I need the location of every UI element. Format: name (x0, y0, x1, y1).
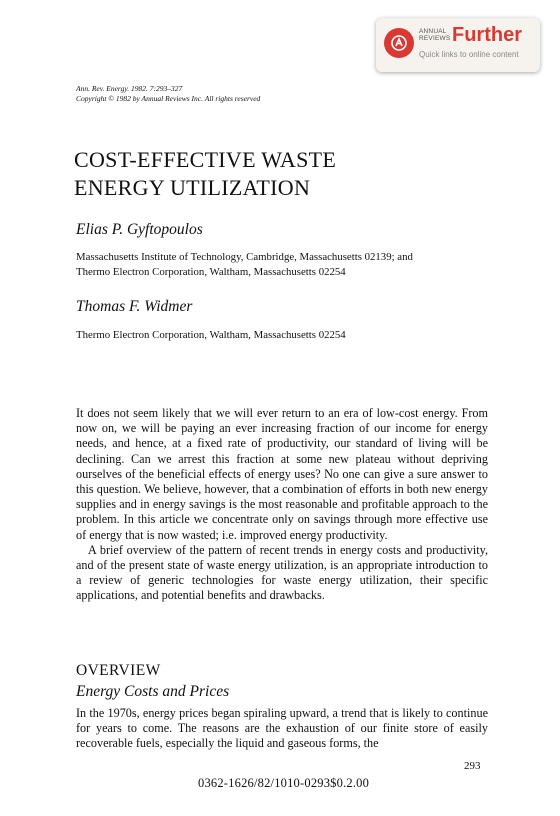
overview-paragraph: In the 1970s, energy prices began spiraling upward, a trend that is likely to continue for years to come. The reasons are the exhaustion of our finite store of easily recoverable fuels, especially the liquid and gaseous forms, the (76, 706, 488, 751)
badge-further-label[interactable]: Further (452, 24, 522, 46)
annual-reviews-logo-icon (384, 28, 414, 58)
citation-line-2: Copyright © 1982 by Annual Reviews Inc. All rights reserved (76, 94, 261, 103)
page-number: 293 (464, 760, 481, 772)
title-line-1: COST-EFFECTIVE WASTE (74, 147, 337, 172)
intro-paragraph-1: It does not seem likely that we will ever return to an era of low-cost energy. From now on, we will be paying an ever increasing fraction of our income for energy needs, and hence, at a fixed rate of productivity, our standard of living will be declining. Can we arrest this fraction at some new plateau without depriving ourselves of the beneficial effects of energy uses? No one can give a sure answer to this question. We believe, however, that a combination of efforts in both new energy supplies and in energy savings is the most reasonable and profitable approach to the problem. In this article we concentrate only on savings through more effective use of energy that is now wasted; i.e. improved energy productivity. (76, 406, 488, 542)
overview-text (76, 706, 488, 752)
article-code: 0362-1626/82/1010-0293$0.2.00 (198, 776, 370, 790)
article-title (74, 146, 336, 202)
badge-tagline: Quick links to online content (419, 50, 519, 59)
author-affiliation-2: Thermo Electron Corporation, Waltham, Massachusetts 02254 (76, 329, 346, 341)
section-heading: OVERVIEW (76, 662, 161, 679)
title-line-2: ENERGY UTILIZATION (74, 175, 311, 200)
intro-paragraph-2: A brief overview of the pattern of recent trends in energy costs and productivity, and of the present state of waste energy utilization, is an appropriate introduction to a review of generic technologies for waste energy utilization, their specific applications, and potential benefits and drawbacks. (76, 542, 488, 603)
author-name-1: Elias P. Gyftopoulos (76, 221, 203, 238)
subsection-heading: Energy Costs and Prices (76, 683, 230, 700)
citation-line-1: Ann. Rev. Energy. 1982. 7:293–327 (76, 84, 183, 93)
author-name-2: Thomas F. Widmer (76, 298, 193, 315)
further-badge[interactable] (376, 18, 540, 72)
journal-citation (76, 84, 260, 104)
author-affiliation-1: Massachusetts Institute of Technology, Cambridge, Massachusetts 02139; and Thermo Electron Corporation, Waltham, Massachusetts 02254 (76, 251, 413, 278)
badge-brand: ANNUAL REVIEWS (419, 28, 451, 42)
intro-text (76, 406, 488, 604)
